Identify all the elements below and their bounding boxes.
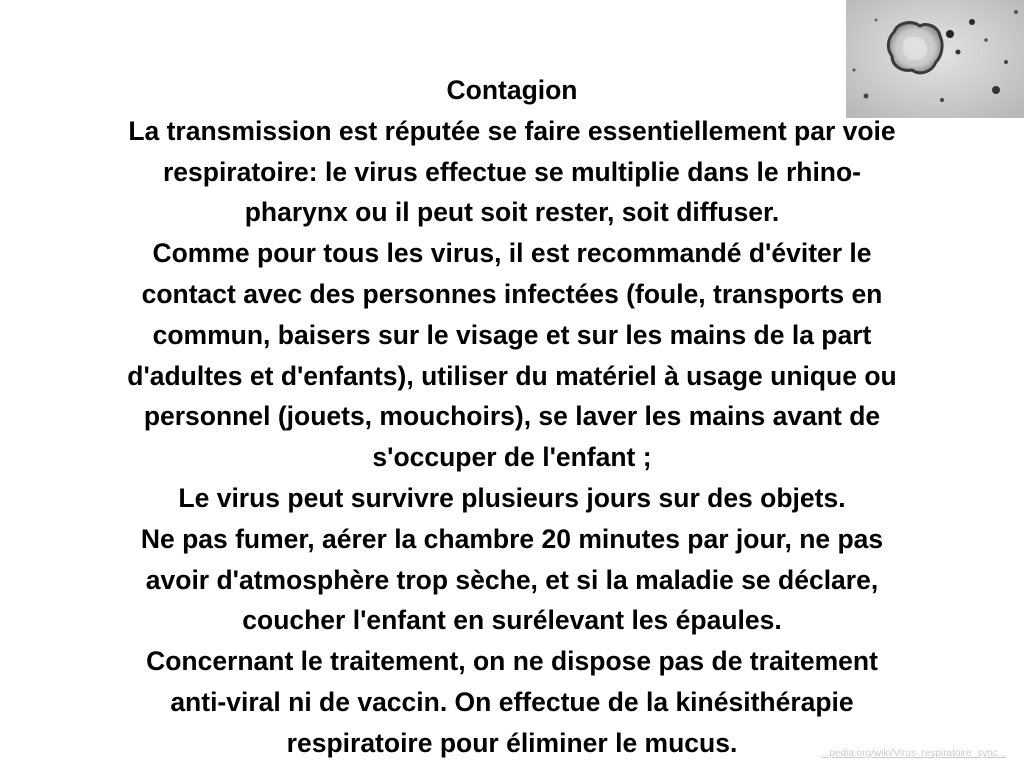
slide-body: [10, 70, 1014, 764]
text-line: Le virus peut survivre plusieurs jours sur des objets.: [178, 482, 846, 513]
text-line: respiratoire pour éliminer le mucus.: [286, 727, 738, 758]
text-line: pharynx ou il peut soit rester, soit diffuser.: [244, 197, 780, 228]
text-line: contact avec des personnes infectées (foule, transports en: [141, 278, 883, 309]
slide-title: Contagion: [446, 75, 578, 105]
text-line: Comme pour tous les virus, il est recommandé d'éviter le: [152, 238, 872, 269]
text-line: anti-viral ni de vaccin. On effectue de la kinésithérapie: [170, 686, 854, 717]
text-line: coucher l'enfant en surélevant les épaules.: [242, 605, 782, 636]
text-line: personnel (jouets, mouchoirs), se laver les mains avant de: [143, 401, 881, 432]
source-link[interactable]: ...pedia.org/wiki/Virus_respiratoire_sync...: [821, 748, 1006, 759]
text-line: commun, baisers sur le visage et sur les mains de la part: [152, 319, 872, 350]
text-line: La transmission est réputée se faire essentiellement par voie: [128, 115, 896, 146]
text-line: d'adultes et d'enfants), utiliser du matériel à usage unique ou: [127, 360, 897, 391]
text-line: avoir d'atmosphère trop sèche, et si la maladie se déclare,: [145, 564, 879, 595]
text-line: Ne pas fumer, aérer la chambre 20 minutes par jour, ne pas: [140, 523, 884, 554]
text-line: Concernant le traitement, on ne dispose pas de traitement: [146, 646, 878, 677]
text-line: s'occuper de l'enfant ;: [372, 442, 652, 473]
text-line: respiratoire: le virus effectue se multiplie dans le rhino-: [162, 156, 862, 187]
